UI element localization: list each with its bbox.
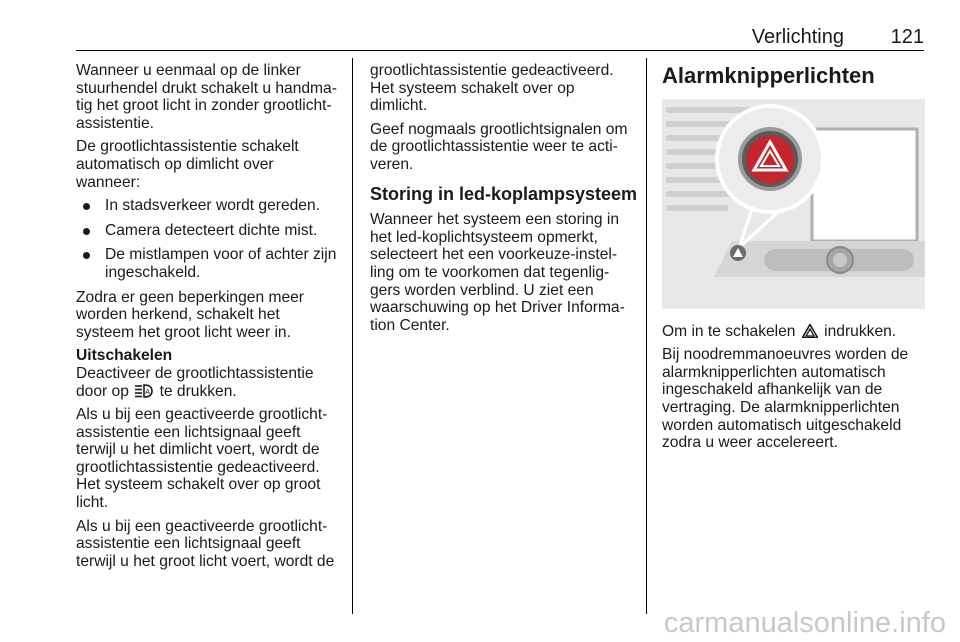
page-number: 121 — [890, 26, 924, 48]
bullet-icon — [83, 228, 90, 235]
section-title: Verlichting — [751, 26, 844, 48]
paragraph-hazard-on: Om in te schakelen indrukken. — [662, 322, 897, 340]
hazard-warning-icon — [802, 324, 818, 338]
list-item: De mistlampen voor of achter zijn ingeschakeld. — [76, 246, 348, 281]
list-item: In stadsverkeer wordt gereden. — [76, 197, 348, 215]
paragraph-flash-dim: Als u bij een geactiveerde grootlicht- assistentie een lichtsignaal geeft terwijl u het dimlicht voert, wordt de grootlichtassistentie gedeactiveerd. Het systeem schakelt over op groot licht. — [76, 406, 328, 512]
subheading-switch-off: Uitschakelen — [76, 347, 173, 365]
bullet-icon — [83, 252, 90, 259]
list-item: Camera detecteert dichte mist. — [76, 222, 348, 240]
heading-led-fault: Storing in led-koplampsysteem — [370, 183, 638, 204]
paragraph-auto-dim: De grootlichtassistentie schakelt automatisch op dimlicht over wanneer: — [76, 138, 299, 191]
page-header — [76, 26, 924, 50]
dashboard-hazard-photo — [662, 99, 925, 309]
high-beam-assist-icon — [135, 384, 153, 398]
paragraph-re-enable: Zodra er geen beperkingen meer worden herkend, schakelt het systeem het groot licht weer in. — [76, 288, 304, 341]
svg-text:A: A — [145, 387, 151, 396]
left-column — [76, 62, 348, 576]
paragraph-manual-high-beam: Wanneer u eenmaal op de linker stuurhendel drukt schakelt u handma- tig het groot licht in zonder grootlicht- assistentie. — [76, 62, 337, 132]
paragraph-led-fault: Wanneer het systeem een storing in het led-koplichtsysteem opmerkt, selecteert het een voorkeuze-instel- ling om te voorkomen dat tegenlig- gers worden verblind. U ziet een waarschuwing op het Driver Informa- tion Center. — [370, 211, 625, 334]
watermark: carmanualsonline.info — [663, 607, 946, 639]
column-divider-left — [352, 58, 353, 614]
conditions-list — [76, 197, 348, 281]
paragraph-hazard-auto: Bij noodremmanoeuvres worden de alarmknipperlichten automatisch ingeschakeld afhankelijk van de vertraging. De alarmknipperlichten worden automatisch uitgeschakeld zodra u weer accelereert. — [662, 346, 909, 452]
paragraph-reactivate: Geef nogmaals grootlichtsignalen om de grootlichtassistentie weer te acti- veren. — [370, 120, 628, 173]
middle-column — [370, 62, 640, 340]
paragraph-deactivate: Deactiveer de grootlichtassistentie door op A te drukken. — [76, 364, 314, 400]
column-divider-right — [646, 58, 647, 614]
paragraph-continued: grootlichtassistentie gedeactiveerd. Het systeem schakelt over op dimlicht. — [370, 62, 614, 115]
right-column — [662, 62, 932, 458]
header-rule — [76, 50, 924, 51]
bullet-icon — [83, 203, 90, 210]
heading-hazard-lights: Alarmknipperlichten — [662, 63, 875, 88]
paragraph-flash-high: Als u bij een geactiveerde grootlicht- assistentie een lichtsignaal geeft terwijl u het groot licht voert, wordt de — [76, 517, 335, 570]
